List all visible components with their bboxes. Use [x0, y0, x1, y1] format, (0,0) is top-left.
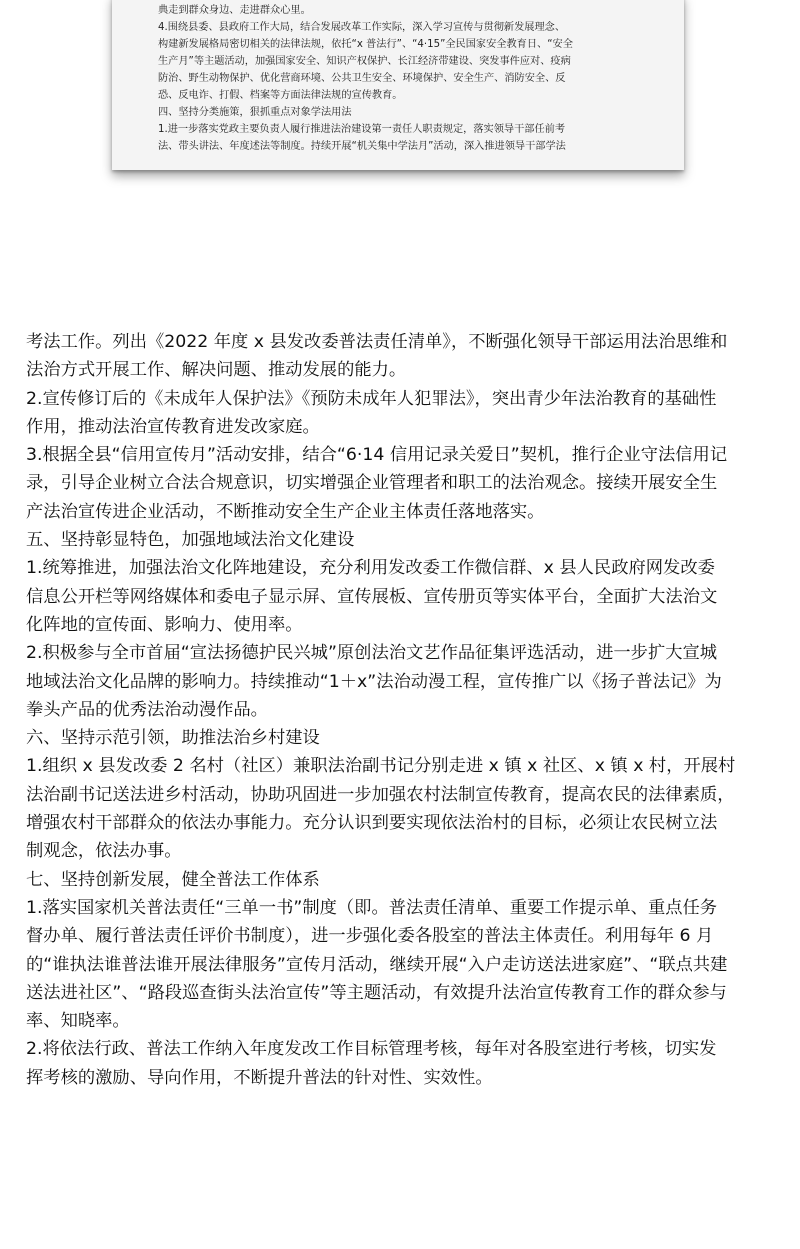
body-line: 2.将依法行政、普法工作纳入年度发改工作目标管理考核，每年对各股室进行考核，切实发 [26, 1039, 717, 1060]
section-heading: 五、坚持彰显特色，加强地域法治文化建设 [26, 530, 355, 551]
preview-line: 构建新发展格局密切相关的法律法规，依托“x 普法行”、“4·15”全民国家安全教育日、“安全 [158, 39, 573, 50]
body-line: 挥考核的激励、导向作用，不断提升普法的针对性、实效性。 [26, 1067, 493, 1088]
body-line: 作用，推动法治宣传教育进发改家庭。 [26, 416, 320, 437]
body-line: 地域法治文化品牌的影响力。持续推动“1＋x”法治动漫工程，宣传推广以《扬子普法记》为 [26, 671, 722, 692]
body-line: 1.落实国家机关普法责任“三单一书”制度（即。普法责任清单、重要工作提示单、重点任务 [26, 897, 718, 918]
section-heading: 六、坚持示范引领，助推法治乡村建设 [26, 728, 320, 749]
body-line: 法治副书记送法进乡村活动，协助巩固进一步加强农村法制宣传教育，提高农民的法律素质， [26, 784, 735, 805]
body-line: 送法进社区”、“路段巡查街头法治宣传”等主题活动，有效提升法治宣传教育工作的群众参与 [26, 982, 727, 1003]
document-preview-area [0, 0, 800, 200]
body-line: 2.积极参与全市首届“宣法扬德护民兴城”原创法治文艺作品征集评选活动，进一步扩大宣城 [26, 643, 718, 664]
body-line: 增强农村干部群众的依法办事能力。充分认识到要实现依法治村的目标，必须让农民树立法 [26, 813, 718, 834]
body-line: 拳头产品的优秀法治动漫作品。 [26, 699, 268, 720]
preview-line: 法、带头讲法、年度述法等制度。持续开展“机关集中学法月”活动，深入推进领导干部学法 [158, 141, 566, 152]
body-line: 录，引导企业树立合法合规意识，切实增强企业管理者和职工的法治观念。接续开展安全生 [26, 473, 718, 494]
body-line: 信息公开栏等网络媒体和委电子显示屏、宣传展板、宣传册页等实体平台，全面扩大法治文 [26, 586, 718, 607]
body-line: 的“谁执法谁普法谁开展法律服务”宣传月活动，继续开展“入户走访送法进家庭”、“联点共建 [26, 954, 728, 975]
body-line: 1.组织 x 县发改委 2 名村（社区）兼职法治副书记分别走进 x 镇 x 社区、x 镇 x 村，开展村 [26, 756, 736, 777]
preview-line: 防治、野生动物保护、优化营商环境、公共卫生安全、环境保护、安全生产、消防安全、反 [158, 73, 566, 84]
body-line: 化阵地的宣传面、影响力、使用率。 [26, 614, 303, 635]
document-preview-card [112, 0, 684, 170]
body-line: 法治方式开展工作、解决问题、推动发展的能力。 [26, 360, 407, 381]
preview-line: 恐、反电诈、打假、档案等方面法律法规的宣传教育。 [158, 90, 403, 101]
body-line: 1.统筹推进，加强法治文化阵地建设，充分利用发改委工作微信群、x 县人民政府网发改委 [26, 558, 715, 579]
preview-line: 1.进一步落实党政主要负责人履行推进法治建设第一责任人职责规定，落实领导干部任前考 [158, 124, 566, 135]
body-line: 产法治宣传进企业活动，不断推动安全生产企业主体责任落地落实。 [26, 501, 545, 522]
preview-text [158, 0, 658, 155]
section-heading: 七、坚持创新发展，健全普法工作体系 [26, 869, 320, 890]
preview-line: 生产月”等主题活动，加强国家安全、知识产权保护、长江经济带建设、突发事件应对、疫病 [158, 56, 571, 67]
body-line: 3.根据全县“信用宣传月”活动安排，结合“6·14 信用记录关爱日”契机，推行企业守法信用记 [26, 445, 728, 466]
body-line: 2.宣传修订后的《未成年人保护法》《预防未成年人犯罪法》，突出青少年法治教育的基础性 [26, 388, 717, 409]
body-line: 督办单、履行普法责任评价书制度），进一步强化委各股室的普法主体责任。利用每年 6 月 [26, 926, 714, 947]
preview-line: 典走到群众身边、走进群众心里。 [158, 5, 311, 16]
body-line: 考法工作。列出《2022 年度 x 县发改委普法责任清单》，不断强化领导干部运用法治思维和 [26, 332, 728, 352]
preview-line: 4.围绕县委、县政府工作大局，结合发展改革工作实际，深入学习宣传与贯彻新发展理念、 [158, 22, 566, 33]
body-line: 率、知晓率。 [26, 1011, 130, 1032]
preview-line: 四、坚持分类施策，狠抓重点对象学法用法 [158, 107, 352, 118]
document-body [26, 328, 782, 1092]
body-line: 制观念，依法办事。 [26, 841, 182, 862]
